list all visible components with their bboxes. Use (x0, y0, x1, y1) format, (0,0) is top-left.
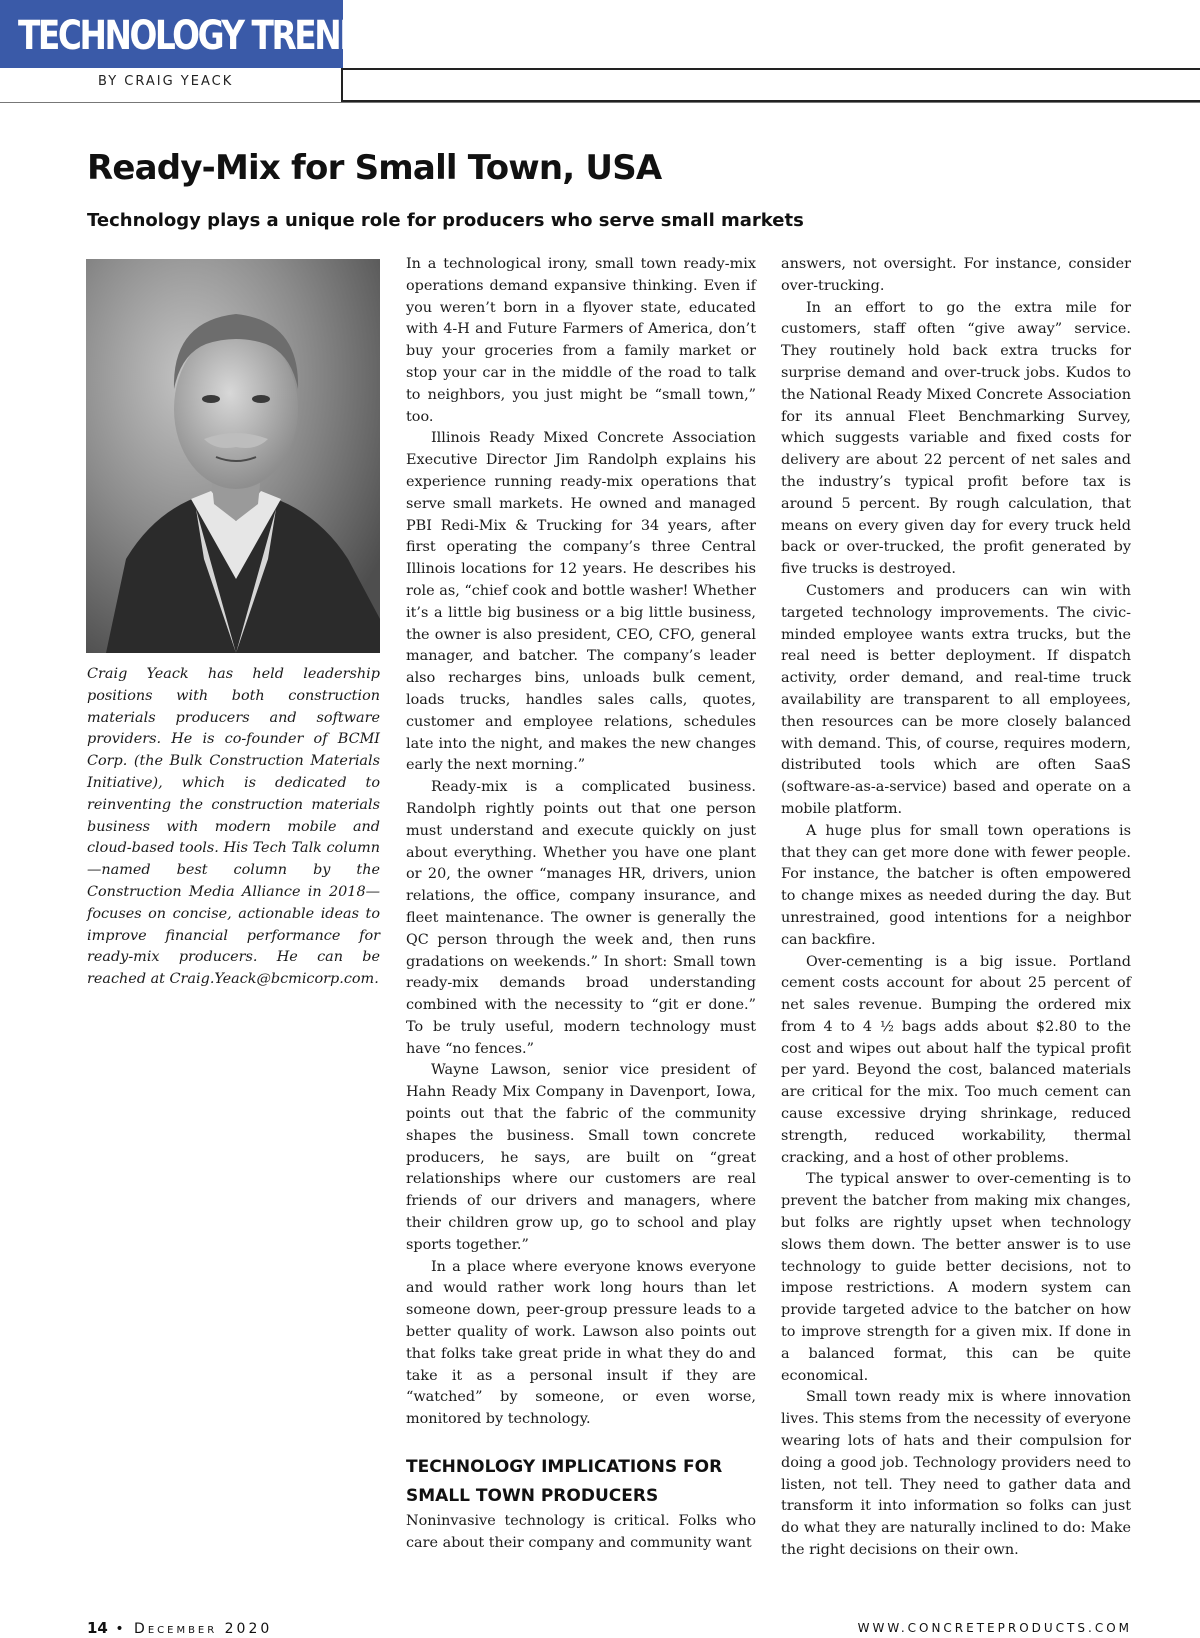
portrait-illustration (86, 259, 380, 653)
byline: BY CRAIG YEACK (98, 74, 234, 89)
page-number: 14 (87, 1619, 108, 1637)
paragraph: Customers and producers can win with targeted technology improvements. The civic-minded employee wants extra trucks, but the real need is better deployment. If dispatch activity, order demand, and real-time truck availability are transparent to all employees, then resources can be more closely balanced with demand. This, of course, requires modern, distributed tools which are often SaaS (software-as-a-service) based and operate on a mobile platform. (781, 582, 1131, 817)
portrait-photo (86, 259, 380, 653)
paragraph: Small town ready mix is where innovation lives. This stems from the necessity of everyone wearing lots of hats and their compulsion for doing a good job. Technology providers need to listen, not tell. They need to gather data and transform it into information so folks can just do what they are naturally inclined to do: Make the right decisions on their own. (781, 1389, 1131, 1559)
paragraph: Ready-mix is a complicated business. Randolph rightly points out that one person must understand and execute quickly on just about everything. Whether you have one plant or 20, the owner “manages HR, drivers, union relations, the office, company insurance, and fleet maintenance. The owner is generally the QC person through the week and, then runs gradations on weekends.” In short: Small town ready-mix demands broad understanding combined with the necessity to “git er done.” To be truly useful, modern technology must have “no fences.” (406, 779, 756, 1057)
paragraph: Illinois Ready Mixed Concrete Association Executive Director Jim Randolph explains his experience running ready-mix operations that serve small markets. He owned and managed PBI Redi-Mix & Trucking for 34 years, after first operating the company’s three Central Illinois locations for 12 years. He describes his role as, “chief cook and bottle washer! Whether it’s a little big business or a big little business, the owner is also president, CEO, CFO, general manager, and batcher. The company’s leader also recharges bins, unloads bulk cement, loads trucks, handles sales calls, quotes, customer and employee relations, schedules late into the night, and makes the new changes early the next morning.” (406, 430, 756, 774)
paragraph: Noninvasive technology is critical. Folks who care about their company and community want (406, 1513, 756, 1551)
footer-separator: • (115, 1621, 127, 1637)
paragraph: answers, not oversight. For instance, consider over-trucking. (781, 256, 1131, 294)
article-column-right (781, 254, 1131, 1562)
header-rule-top (343, 68, 1200, 70)
section-title: TECHNOLOGY TRENDS (18, 13, 386, 59)
paragraph: A huge plus for small town operations is that they can get more done with fewer people. For instance, the batcher is often empowered to change mixes as needed during the day. But unrestrained, good intentions for a neighbor can backfire. (781, 822, 1131, 948)
paragraph: Over-cementing is a big issue. Portland cement costs account for about 25 percent of net sales revenue. Bumping the ordered mix from 4 to 4 ½ bags adds about $2.80 to the cost and wipes out about half the typical profit per yard. Beyond the cost, balanced materials are critical for the mix. Too much cement can cause excessive drying shrinkage, reduced strength, reduced workability, thermal cracking, and a host of other problems. (781, 953, 1131, 1166)
footer-website: WWW.CONCRETEPRODUCTS.COM (857, 1621, 1132, 1635)
paragraph: In a technological irony, small town ready-mix operations demand expansive thinking. Even if you weren’t born in a flyover state, educated with 4-H and Future Farmers of America, don’t buy your groceries from a family market or stop your car in the middle of the road to talk to neighbors, you just might be “small town,” too. (406, 256, 756, 425)
article-subtitle: Technology plays a unique role for producers who serve small markets (87, 210, 804, 231)
issue-date: December 2020 (134, 1621, 273, 1637)
section-heading: TECHNOLOGY IMPLICATIONS FOR SMALL TOWN PRODUCERS (406, 1457, 723, 1507)
paragraph: Wayne Lawson, senior vice president of Hahn Ready Mix Company in Davenport, Iowa, points out that the fabric of the community shapes the business. Small town concrete producers, he says, are built on “great relationships where our customers are real friends of our drivers and managers, where their children grow up, go to school and play sports together.” (406, 1062, 756, 1253)
header-rule-full (0, 102, 1200, 103)
paragraph: The typical answer to over-cementing is to prevent the batcher from making mix changes, but folks are rightly upset when technology slows them down. The better answer is to use technology to guide better decisions, not to impose restrictions. A modern system can provide targeted advice to the batcher on how to improve strength for a given mix. If done in a balanced format, this can be quite economical. (781, 1171, 1131, 1384)
footer-folio (87, 1620, 272, 1637)
author-bio-caption: Craig Yeack has held leadership positions with both construction materials producers and software providers. He is co-founder of BCMI Corp. (the Bulk Construction Materials Initiative), which is dedicated to reinventing the construction materials business with modern mobile and cloud-based tools. His Tech Talk column—named best column by the Construction Media Alliance in 2018—focuses on concise, actionable ideas to improve financial performance for ready-mix producers. He can be reached at Craig.Yeack@bcmicorp.com. (87, 666, 380, 988)
section-banner (0, 0, 386, 68)
article-title: Ready-Mix for Small Town, USA (87, 148, 662, 188)
paragraph: In a place where everyone knows everyone and would rather work long hours than let someone down, peer-group pressure leads to a better quality of work. Lawson also points out that folks take great pride in what they do and take it as a personal insult if they are “watched” by someone, or even worse, monitored by technology. (406, 1258, 756, 1428)
article-column-middle (406, 254, 756, 1555)
paragraph: In an effort to go the extra mile for customers, staff often “give away” service. They routinely hold back extra trucks for surprise demand and over-truck jobs. Kudos to the National Ready Mixed Concrete Association for its annual Fleet Benchmarking Survey, which suggests variable and fixed costs for delivery are about 22 percent of net sales and the industry’s typical profit before tax is around 5 percent. By rough calculation, that means on every given day for every truck held back or over-trucked, the profit generated by five trucks is destroyed. (781, 299, 1131, 578)
